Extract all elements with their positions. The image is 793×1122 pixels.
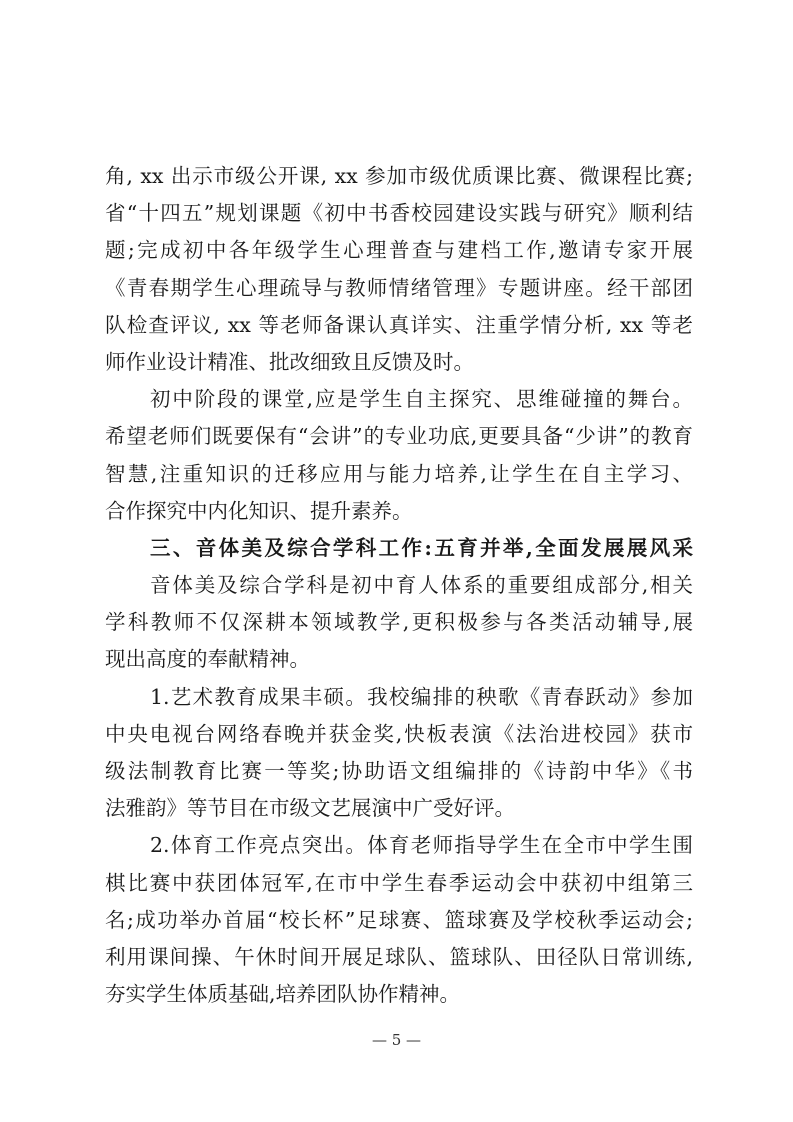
text-line: 初中阶段的课堂,应是学生自主探究、思维碰撞的舞台。 xyxy=(150,387,693,412)
text-line: 学科教师不仅深耕本领域教学,更积极参与各类活动辅导,展 xyxy=(105,610,693,635)
text-line: 队检查评议, xx 等老师备课认真详实、注重学情分析, xx 等老 xyxy=(105,312,693,337)
text-line: 音体美及综合学科是初中育人体系的重要组成部分,相关 xyxy=(150,573,693,598)
text-line: 2.体育工作亮点突出。体育老师指导学生在全市中学生围 xyxy=(150,833,693,858)
page-number: — 5 — xyxy=(371,1031,422,1049)
section-heading: 三、音体美及综合学科工作:五育并举,全面发展展风采 xyxy=(150,535,693,560)
text-line: 省“十四五”规划课题《初中书香校园建设实践与研究》顺利结 xyxy=(105,201,693,226)
text-line: 夯实学生体质基础,培养团队协作精神。 xyxy=(105,982,461,1007)
text-line: 棋比赛中获团体冠军,在市中学生春季运动会中获初中组第三 xyxy=(105,870,693,895)
text-line: 《青春期学生心理疏导与教师情绪管理》专题讲座。经干部团 xyxy=(105,275,693,300)
text-line: 师作业设计精准、批改细致且反馈及时。 xyxy=(105,349,474,374)
text-line: 题;完成初中各年级学生心理普查与建档工作,邀请专家开展 xyxy=(105,238,693,263)
text-line: 合作探究中内化知识、提升素养。 xyxy=(105,498,413,523)
text-line: 法雅韵》等节目在市级文艺展演中广受好评。 xyxy=(105,796,515,821)
text-line: 中央电视台网络春晚并获金奖,快板表演《法治进校园》获市 xyxy=(105,721,693,746)
text-line: 角, xx 出示市级公开课, xx 参加市级优质课比赛、微课程比赛; xyxy=(105,164,693,188)
text-line: 希望老师们既要保有“会讲”的专业功底,更要具备“少讲”的教育 xyxy=(105,424,693,449)
text-line: 利用课间操、午休时间开展足球队、篮球队、田径队日常训练, xyxy=(105,944,693,969)
text-line: 1.艺术教育成果丰硕。我校编排的秧歌《青春跃动》参加 xyxy=(150,684,693,709)
document-body xyxy=(105,158,693,1013)
text-line: 现出高度的奉献精神。 xyxy=(105,647,310,672)
text-line: 智慧,注重知识的迁移应用与能力培养,让学生在自主学习、 xyxy=(105,461,693,486)
text-line: 名;成功举办首届“校长杯”足球赛、篮球赛及学校秋季运动会; xyxy=(105,907,693,932)
text-line: 级法制教育比赛一等奖;协助语文组编排的《诗韵中华》《书 xyxy=(105,759,693,783)
